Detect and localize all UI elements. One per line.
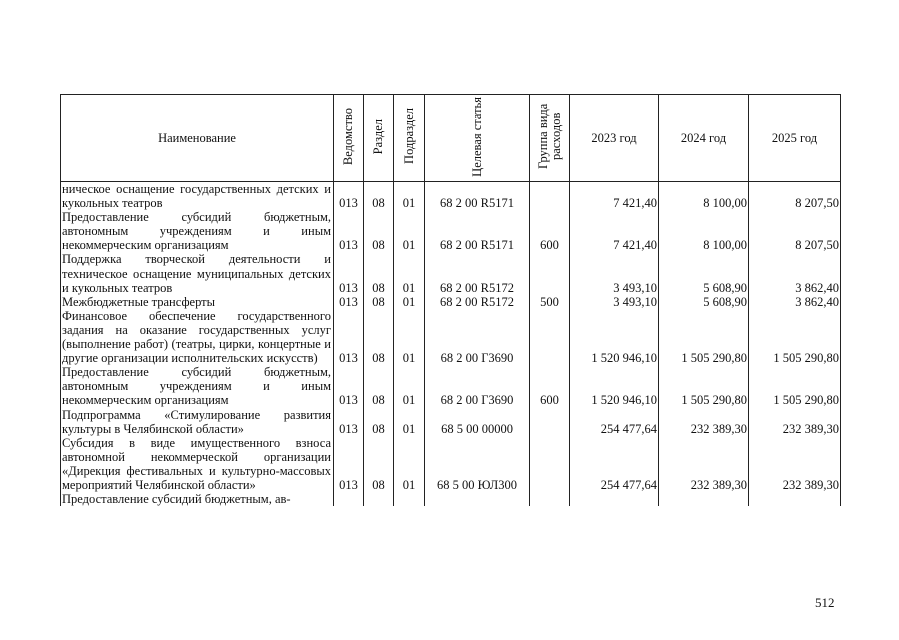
- row-2025-cell: 1 505 290,80: [749, 365, 841, 407]
- row-2024-cell: 8 100,00: [659, 210, 749, 252]
- row-podrazdel-cell: 01: [394, 210, 425, 252]
- row-2025-cell: 8 207,50: [749, 210, 841, 252]
- table-row: [61, 408, 841, 436]
- row-vedomstvo-cell: 013: [334, 436, 364, 492]
- table-body: [61, 182, 841, 507]
- row-gruppa-cell: [530, 309, 570, 365]
- row-gruppa-cell: [530, 408, 570, 436]
- row-podrazdel-cell: 01: [394, 309, 425, 365]
- row-name-cell: Предоставление субсидий бюджетным, ав-: [61, 492, 334, 506]
- row-razdel-cell: [364, 492, 394, 506]
- row-podrazdel-cell: 01: [394, 436, 425, 492]
- row-vedomstvo-cell: 013: [334, 408, 364, 436]
- row-podrazdel-cell: 01: [394, 365, 425, 407]
- table-row: [61, 210, 841, 252]
- row-2025-cell: 3 862,40: [749, 252, 841, 294]
- row-celevaya-cell: 68 2 00 R5171: [425, 182, 530, 211]
- row-2025-cell: 3 862,40: [749, 295, 841, 309]
- row-2024-cell: 5 608,90: [659, 252, 749, 294]
- row-name-cell: Субсидия в виде имущественного взноса автономной некоммерческой организации «Дирекция фестивальных и культурно-массовых мероприятий Челябинской области»: [61, 436, 334, 492]
- row-vedomstvo-cell: 013: [334, 252, 364, 294]
- row-podrazdel-cell: 01: [394, 408, 425, 436]
- row-celevaya-cell: [425, 492, 530, 506]
- row-2025-cell: 232 389,30: [749, 436, 841, 492]
- row-celevaya-cell: 68 2 00 Г3690: [425, 365, 530, 407]
- table-row: [61, 436, 841, 492]
- row-gruppa-cell: 600: [530, 210, 570, 252]
- row-razdel-cell: 08: [364, 436, 394, 492]
- row-2023-cell: 7 421,40: [570, 210, 659, 252]
- row-gruppa-cell: [530, 492, 570, 506]
- row-podrazdel-cell: 01: [394, 182, 425, 211]
- header-year-2023: 2023 год: [570, 95, 659, 182]
- header-year-2025: 2025 год: [749, 95, 841, 182]
- row-podrazdel-cell: 01: [394, 295, 425, 309]
- row-razdel-cell: 08: [364, 365, 394, 407]
- row-name-cell: Финансовое обеспечение государственного задания на оказание государственных услуг (выполнение работ) (театры, цирки, концертные и другие организации исполнительских искусств): [61, 309, 334, 365]
- table-header: [61, 95, 841, 182]
- row-celevaya-cell: 68 5 00 00000: [425, 408, 530, 436]
- row-2023-cell: 3 493,10: [570, 295, 659, 309]
- row-2025-cell: 1 505 290,80: [749, 309, 841, 365]
- row-podrazdel-cell: 01: [394, 252, 425, 294]
- row-razdel-cell: 08: [364, 210, 394, 252]
- table-row: [61, 252, 841, 294]
- header-podrazdel: Подраздел: [394, 95, 425, 182]
- table-row: [61, 365, 841, 407]
- row-2024-cell: 1 505 290,80: [659, 365, 749, 407]
- header-row: [61, 95, 841, 182]
- row-razdel-cell: 08: [364, 295, 394, 309]
- row-gruppa-cell: [530, 182, 570, 211]
- header-vedomstvo: Ведомство: [334, 95, 364, 182]
- row-2023-cell: 254 477,64: [570, 436, 659, 492]
- table-row: [61, 492, 841, 506]
- row-2023-cell: 3 493,10: [570, 252, 659, 294]
- row-razdel-cell: 08: [364, 408, 394, 436]
- row-name-cell: ническое оснащение государственных детских и кукольных театров: [61, 182, 334, 211]
- row-gruppa-cell: 500: [530, 295, 570, 309]
- row-2025-cell: 8 207,50: [749, 182, 841, 211]
- row-vedomstvo-cell: [334, 492, 364, 506]
- row-2025-cell: [749, 492, 841, 506]
- row-2023-cell: 1 520 946,10: [570, 365, 659, 407]
- budget-table: [60, 94, 841, 506]
- row-gruppa-cell: 600: [530, 365, 570, 407]
- row-2023-cell: [570, 492, 659, 506]
- row-vedomstvo-cell: 013: [334, 182, 364, 211]
- row-razdel-cell: 08: [364, 182, 394, 211]
- row-vedomstvo-cell: 013: [334, 365, 364, 407]
- header-year-2024: 2024 год: [659, 95, 749, 182]
- row-vedomstvo-cell: 013: [334, 309, 364, 365]
- row-2023-cell: 1 520 946,10: [570, 309, 659, 365]
- row-2024-cell: 5 608,90: [659, 295, 749, 309]
- row-2024-cell: 1 505 290,80: [659, 309, 749, 365]
- row-name-cell: Предоставление субсидий бюджетным, автономным учреждениям и иным некоммерческим организациям: [61, 210, 334, 252]
- row-celevaya-cell: 68 5 00 ЮЛ300: [425, 436, 530, 492]
- page-number: 512: [815, 595, 835, 610]
- table-row: [61, 309, 841, 365]
- row-2023-cell: 7 421,40: [570, 182, 659, 211]
- table-row: [61, 182, 841, 211]
- row-2024-cell: 8 100,00: [659, 182, 749, 211]
- row-gruppa-cell: [530, 436, 570, 492]
- row-name-cell: Подпрограмма «Стимулирование развития культуры в Челябинской области»: [61, 408, 334, 436]
- header-razdel: Раздел: [364, 95, 394, 182]
- row-celevaya-cell: 68 2 00 R5171: [425, 210, 530, 252]
- row-2024-cell: 232 389,30: [659, 408, 749, 436]
- row-vedomstvo-cell: 013: [334, 210, 364, 252]
- header-celevaya-statya: Целевая статья: [425, 95, 530, 182]
- table-row: [61, 295, 841, 309]
- row-2024-cell: [659, 492, 749, 506]
- row-celevaya-cell: 68 2 00 Г3690: [425, 309, 530, 365]
- row-gruppa-cell: [530, 252, 570, 294]
- row-2023-cell: 254 477,64: [570, 408, 659, 436]
- header-gruppa-vida-rashodov: Группа вида расходов: [530, 95, 570, 182]
- header-name: Наименование: [61, 95, 334, 182]
- row-razdel-cell: 08: [364, 252, 394, 294]
- row-razdel-cell: 08: [364, 309, 394, 365]
- row-celevaya-cell: 68 2 00 R5172: [425, 252, 530, 294]
- row-name-cell: Предоставление субсидий бюджетным, автономным учреждениям и иным некоммерческим организациям: [61, 365, 334, 407]
- row-name-cell: Поддержка творческой деятельности и техническое оснащение муниципальных детских и кукольных театров: [61, 252, 334, 294]
- row-2025-cell: 232 389,30: [749, 408, 841, 436]
- row-vedomstvo-cell: 013: [334, 295, 364, 309]
- row-podrazdel-cell: [394, 492, 425, 506]
- row-name-cell: Межбюджетные трансферты: [61, 295, 334, 309]
- row-celevaya-cell: 68 2 00 R5172: [425, 295, 530, 309]
- row-2024-cell: 232 389,30: [659, 436, 749, 492]
